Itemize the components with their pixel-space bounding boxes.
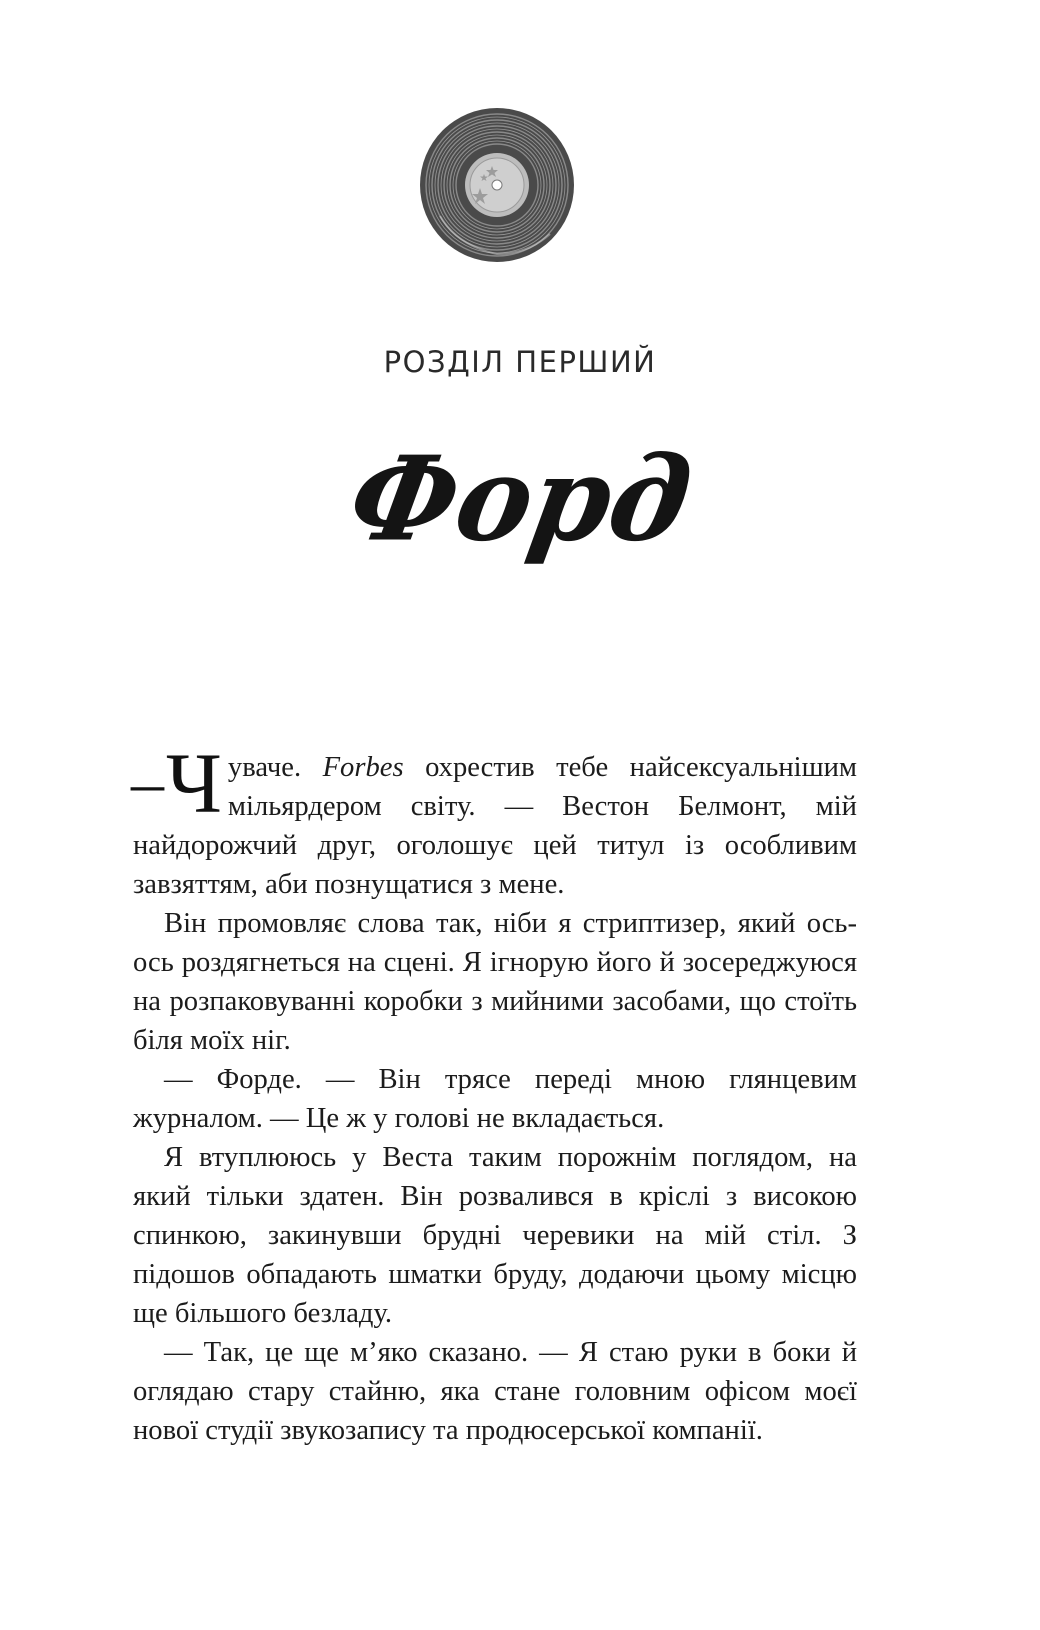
paragraph-1-rest: охрестив тебе найсексуальнішим мільярдером світу. — Вестон Белмонт, мій найдорожчий друг, оголошує цей титул із особливим завзяттям, аби познущатися з мене. — [133, 752, 857, 900]
drop-cap-dash: – — [131, 746, 164, 819]
paragraph-3: — Форде. — Він трясе переді мною глянцевим журналом. — Це ж у голові не вкладається. — [133, 1064, 857, 1134]
chapter-body — [131, 735, 857, 1450]
drop-cap — [131, 735, 222, 831]
paragraph-4: Я втуплююсь у Веста таким порожнім поглядом, на який тільки здатен. Він розвалився в кріслі з високою спинкою, закинувши брудні черевики на мій стіл. З підошов обпадають шматки бруду, додаючи цьому місцю ще більшого безладу. — [133, 1142, 857, 1329]
chapter-label: РОЗДІЛ ПЕРШИЙ — [383, 345, 657, 379]
vinyl-record-icon — [418, 106, 576, 264]
paragraph-2: Він промовляє слова так, ніби я стриптизер, який ось-ось роздягнеться на сцені. Я ігнорую його й зосереджуюся на розпаковуванні коробки з мийними засобами, що стоїть біля моїх ніг. — [133, 908, 857, 1056]
paragraph-1-start: уваче. — [227, 752, 323, 783]
magazine-name: Forbes — [322, 752, 404, 783]
chapter-title: Форд — [339, 431, 701, 568]
drop-cap-letter: Ч — [166, 735, 222, 831]
paragraph-5: — Так, це ще м’яко сказано. — Я стаю руки в боки й оглядаю стару стайню, яка стане головним офісом моєї нової студії звукозапису та продюсерської компанії. — [133, 1337, 857, 1446]
paragraph-1 — [131, 735, 857, 904]
